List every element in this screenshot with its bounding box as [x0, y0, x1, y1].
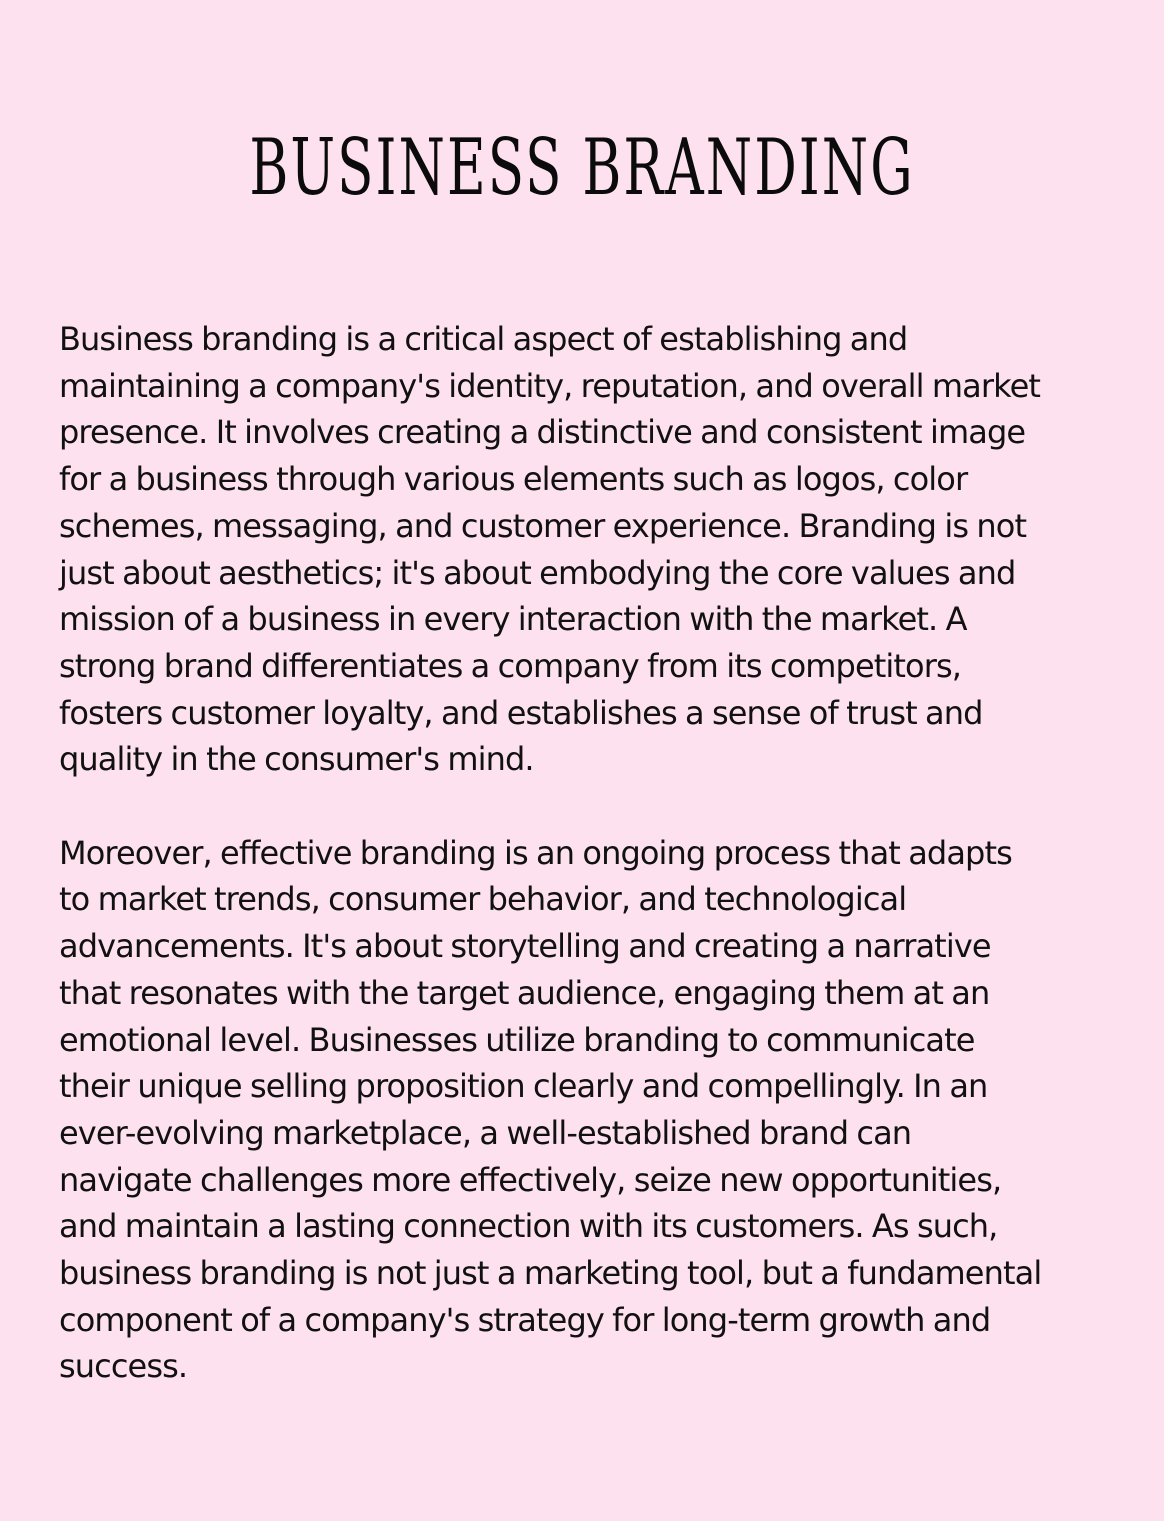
text-line: their unique selling proposition clearly and compellingly. In an	[59, 1067, 988, 1106]
text-line: and maintain a lasting connection with its customers. As such,	[59, 1207, 998, 1246]
document-body	[59, 316, 1123, 1390]
text-line: component of a company's strategy for long-term growth and	[59, 1300, 991, 1339]
text-line: that resonates with the target audience, engaging them at an	[59, 973, 990, 1012]
text-line: mission of a business in every interaction with the market. A	[59, 600, 967, 639]
text-line: emotional level. Businesses utilize branding to communicate	[59, 1020, 975, 1059]
text-line: advancements. It's about storytelling and creating a narrative	[59, 927, 991, 966]
text-line: strong brand differentiates a company from its competitors,	[59, 646, 961, 685]
text-line: ever-evolving marketplace, a well-established brand can	[59, 1113, 912, 1152]
text-line: navigate challenges more effectively, seize new opportunities,	[59, 1160, 1002, 1199]
text-line: schemes, messaging, and customer experience. Branding is not	[59, 506, 1027, 545]
text-line: presence. It involves creating a distinctive and consistent image	[59, 413, 1026, 452]
paragraph-2	[59, 830, 1123, 1390]
text-line: just about aesthetics; it's about embodying the core values and	[59, 553, 1016, 592]
text-line: business branding is not just a marketing tool, but a fundamental	[59, 1254, 1042, 1293]
text-line: fosters customer loyalty, and establishes a sense of trust and	[59, 693, 983, 732]
text-line: for a business through various elements such as logos, color	[59, 460, 968, 499]
text-line: Moreover, effective branding is an ongoing process that adapts	[59, 833, 1012, 872]
paragraph-1	[59, 316, 1123, 783]
text-line: quality in the consumer's mind.	[59, 740, 534, 779]
text-line: Business branding is a critical aspect of establishing and	[59, 320, 908, 358]
page-title: BUSINESS BRANDING	[249, 123, 915, 213]
text-line: maintaining a company's identity, reputation, and overall market	[59, 366, 1041, 405]
text-line: success.	[59, 1347, 188, 1386]
text-line: to market trends, consumer behavior, and technological	[59, 880, 907, 919]
